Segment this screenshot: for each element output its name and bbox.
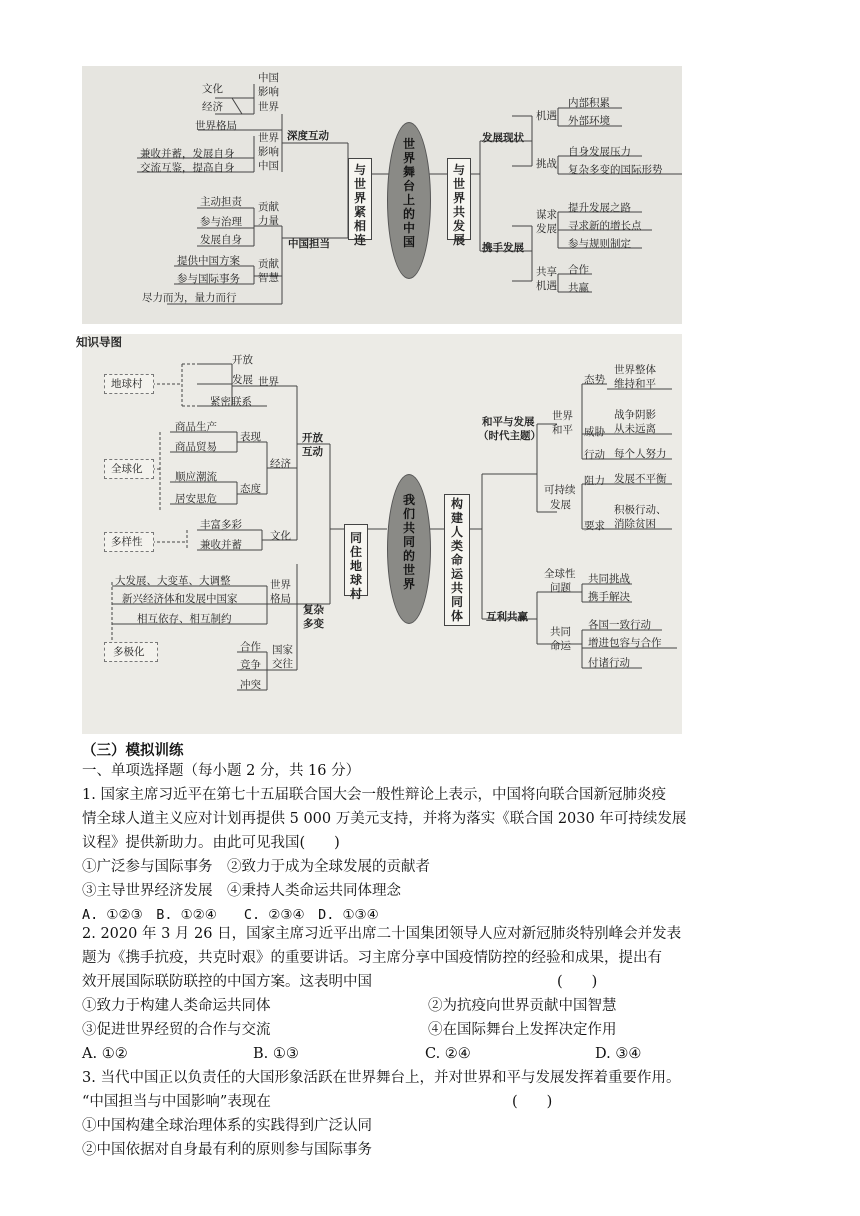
map1-canyu-guoji: 参与国际事务 (177, 273, 240, 285)
section-title: （三）模拟训练 (82, 742, 184, 759)
map1-center-ellipse: 世界舞台上的中国 (387, 122, 431, 279)
q2-line2: 题为《携手抗疫，共克时艰》的重要讲话。习主席分享中国疫情防控的经验和成果，提出有 (82, 950, 662, 966)
q1-options-12: ①广泛参与国际事务 ②致力于成为全球发展的贡献者 (82, 859, 430, 875)
map1-mouqiu-a: 谋求 (536, 209, 557, 221)
map2-jingzheng: 竞争 (240, 659, 261, 671)
q1-line3: 议程》提供新助力。由此可见我国( ) (82, 835, 340, 851)
map2-corner-label: 知识导图 (76, 335, 122, 349)
map2-zhanzheng-b: 从未远离 (614, 423, 656, 435)
map2-gongtong-b: 命运 (550, 640, 571, 652)
q3-option-1: ①中国构建全球治理体系的实践得到广泛认同 (82, 1118, 372, 1134)
map1-world-influence-b: 影响 (258, 146, 279, 158)
map1-deep-interaction: 深度互动 (287, 130, 329, 142)
map2-right-box: 构建人类命运共同体 (444, 494, 470, 626)
map1-jianshou: 兼收并蓄，发展自身 (140, 148, 235, 160)
map1-world-influence-a: 世界 (258, 132, 279, 144)
q2-choice-a: A. ①② (82, 1046, 128, 1062)
map1-tisheng: 提升发展之路 (568, 202, 631, 214)
map2-kechixu-a: 可持续 (544, 484, 576, 496)
map1-fazhan: 发展自身 (200, 234, 242, 246)
map2-fuzhu: 付诸行动 (588, 657, 630, 669)
map2-kaifang: 开放 (232, 354, 253, 366)
map1-ziyi: 自身发展压力 (568, 146, 631, 158)
map2-diversity-box: 多样性 (104, 532, 154, 552)
map2-guojia-a: 国家 (272, 644, 293, 656)
map2-fuza-b: 多变 (303, 618, 324, 630)
q1-choices: A. ①②③ B. ①②④ C. ②③④ D. ①③④ (82, 907, 379, 923)
map1-culture: 文化 (202, 83, 223, 95)
map1-status: 发展现状 (482, 132, 524, 144)
map2-shangpin-shengchan: 商品生产 (175, 421, 217, 433)
map1-guize: 参与规则制定 (568, 238, 631, 250)
map2-chongtu: 冲突 (240, 679, 261, 691)
map2-zhengti-a: 世界整体 (614, 364, 656, 376)
map1-mouqiu-b: 发展 (536, 223, 557, 235)
map2-heping-b: （时代主题） (478, 430, 541, 442)
map2-left-box: 同住地球村 (344, 524, 368, 596)
q2-answer-blank: ( ) (557, 974, 598, 990)
map1-world-pattern: 世界格局 (195, 120, 237, 132)
q3-line1: 3. 当代中国正以负责任的大国形象活跃在世界舞台上，并对世界和平与发展发挥着重要作用。 (82, 1070, 681, 1086)
map2-xingdong: 行动 (584, 449, 605, 461)
map2-juan: 居安思危 (175, 493, 217, 505)
map1-gongxian-b: 力量 (258, 215, 279, 227)
map1-china-role: 中国担当 (288, 238, 330, 250)
map1-gongxiang-a: 共享 (536, 266, 557, 278)
map2-xinxing: 新兴经济体和发展中国家 (122, 593, 238, 605)
map2-xieshou-jiejue: 携手解决 (588, 591, 630, 603)
q2-option-1: ①致力于构建人类命运共同体 (82, 998, 271, 1014)
map2-yaoqiu: 要求 (584, 520, 605, 532)
map1-economy: 经济 (202, 101, 223, 113)
map2-zengjin: 增进包容与合作 (588, 637, 662, 649)
map2-zuli: 阻力 (584, 475, 605, 487)
map2-xianghu: 相互依存、相互制约 (137, 613, 232, 625)
map2-connectors (82, 334, 682, 734)
map1-waibu: 外部环境 (568, 115, 610, 127)
map1-influence-a: 中国 (258, 72, 279, 84)
map2-fuza-a: 复杂 (303, 604, 324, 616)
map1-gongxiang-b: 机遇 (536, 280, 557, 292)
map1-tiaozhan: 挑战 (536, 158, 557, 170)
map2-shangpin-maoyi: 商品贸易 (175, 441, 217, 453)
map1-zhihui-b: 智慧 (258, 272, 279, 284)
map2-taidu: 态度 (240, 483, 261, 495)
q1-line2: 情全球人道主义应对计划再提供 5 000 万美元支持，并将为落实《联合国 2030 年可持续发展 (82, 811, 687, 827)
map1-xieshou: 携手发展 (482, 242, 524, 254)
map2-geju-a: 世界 (270, 579, 291, 591)
map2-zhanzheng-a: 战争阴影 (614, 409, 656, 421)
map2-hezuo: 合作 (240, 641, 261, 653)
map1-left-box: 与世界紧相连 (348, 158, 372, 240)
q2-line1: 2. 2020 年 3 月 26 日，国家主席习近平出席二十国集团领导人应对新冠肺炎特别峰会并发表 (82, 926, 682, 942)
map1-jinli: 尽力而为，量力而行 (142, 292, 237, 304)
map2-open-b: 互动 (302, 446, 323, 458)
q2-option-3: ③促进世界经贸的合作与交流 (82, 1022, 271, 1038)
map2-biaoxian: 表现 (240, 431, 261, 443)
section-heading: 一、单项选择题（每小题 2 分，共 16 分） (82, 763, 361, 779)
map2-gongtong-tiaozhan: 共同挑战 (588, 573, 630, 585)
map1-right-box: 与世界共发展 (447, 158, 471, 240)
map2-globalization-box: 全球化 (104, 459, 154, 479)
mind-map-common-world (76, 334, 682, 734)
map2-quanqiu-a: 全球性 (544, 568, 576, 580)
map1-zhudong: 主动担责 (200, 196, 242, 208)
map1-influence-b: 影响 (258, 86, 279, 98)
q2-line3: 效开展国际联防联控的中国方案。这表明中国 (82, 974, 372, 990)
map2-quanqiu-b: 问题 (550, 582, 571, 594)
q2-option-4: ④在国际舞台上发挥决定作用 (428, 1022, 617, 1038)
map2-global-village-box: 地球村 (104, 374, 154, 394)
map2-gongtong-a: 共同 (550, 626, 571, 638)
map1-neibu: 内部积累 (568, 97, 610, 109)
map1-world-influence-c: 中国 (258, 160, 279, 172)
map1-tigong: 提供中国方案 (177, 255, 240, 267)
map1-jiyu: 机遇 (536, 110, 557, 122)
q1-line1: 1. 国家主席习近平在第七十五届联合国大会一般性辩论上表示，中国将向联合国新冠肺炎疫 (82, 787, 666, 803)
map2-fengfu: 丰富多彩 (200, 519, 242, 531)
map2-meige: 每个人努力 (614, 448, 667, 460)
mind-map-world-stage (82, 66, 682, 324)
map2-guojia-b: 交往 (272, 658, 293, 670)
q2-choice-d: D. ③④ (595, 1046, 642, 1062)
map2-shijie: 世界 (258, 376, 279, 388)
map2-kechixu-b: 发展 (550, 499, 571, 511)
map2-jiji-a: 积极行动、 (614, 504, 667, 516)
q2-choice-b: B. ①③ (253, 1046, 299, 1062)
q2-option-2: ②为抗疫向世界贡献中国智慧 (428, 998, 617, 1014)
map2-zhengti-b: 维持和平 (614, 378, 656, 390)
map2-bujunheng: 发展不平衡 (614, 473, 667, 485)
map1-zhihui-a: 贡献 (258, 258, 279, 270)
q2-choice-c: C. ②④ (425, 1046, 471, 1062)
map2-jinmi: 紧密联系 (210, 396, 252, 408)
map2-huli: 互利共赢 (486, 611, 528, 623)
map1-gongxian-a: 贡献 (258, 201, 279, 213)
map2-jingji: 经济 (270, 458, 291, 470)
map2-heping-a: 和平与发展 (482, 416, 535, 428)
map2-weixie: 威胁 (584, 426, 605, 438)
map2-world-peace-b: 和平 (552, 424, 573, 436)
map1-jiaoliu: 交流互鉴，提高自身 (140, 162, 235, 174)
q3-line2: “中国担当与中国影响”表现在 (82, 1094, 271, 1110)
q3-answer-blank: ( ) (512, 1094, 553, 1110)
map2-fazhan: 发展 (232, 374, 253, 386)
map1-canyu: 参与治理 (200, 216, 242, 228)
map1-gongying: 共赢 (568, 282, 589, 294)
map1-xunqiu: 寻求新的增长点 (568, 220, 642, 232)
map2-jianshou: 兼收并蓄 (200, 539, 242, 551)
map2-geju-b: 格局 (270, 593, 291, 605)
map2-multipolar-box: 多极化 (104, 642, 158, 662)
map1-influence-c: 世界 (258, 101, 279, 113)
map2-world-peace-a: 世界 (552, 410, 573, 422)
map2-open-a: 开放 (302, 432, 323, 444)
map2-taishi: 态势 (584, 374, 605, 386)
map1-hezuo: 合作 (568, 264, 589, 276)
q1-options-34: ③主导世界经济发展 ④秉持人类命运共同体理念 (82, 883, 401, 899)
map1-fuza: 复杂多变的国际形势 (568, 164, 663, 176)
map2-shunying: 顺应潮流 (175, 471, 217, 483)
map2-wenhua: 文化 (270, 530, 291, 542)
map2-dafazhan: 大发展、大变革、大调整 (115, 575, 231, 587)
map2-jiji-b: 消除贫困 (614, 518, 656, 530)
map2-center-ellipse: 我们共同的世界 (387, 474, 431, 624)
q3-option-2: ②中国依据对自身最有利的原则参与国际事务 (82, 1142, 372, 1158)
map2-geguo: 各国一致行动 (588, 619, 651, 631)
